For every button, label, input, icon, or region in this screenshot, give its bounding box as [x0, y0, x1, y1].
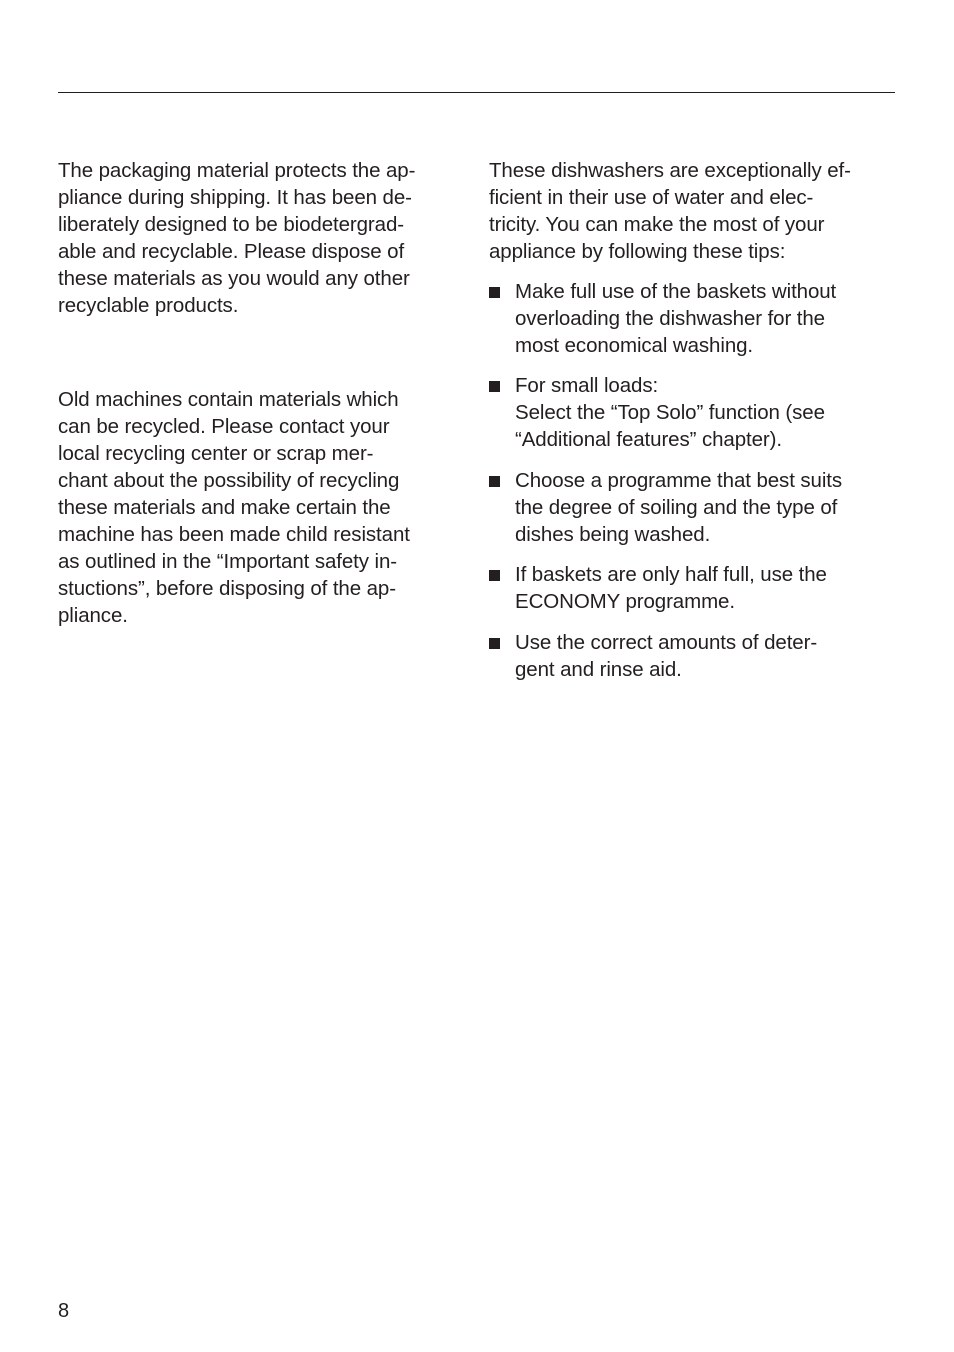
paragraph-line: Old machines contain materials which: [58, 388, 399, 411]
bullet-line: Use the correct amounts of deter-: [515, 631, 818, 654]
paragraph-line: pliance during shipping. It has been de-: [58, 186, 412, 209]
paragraph-line: these materials as you would any other: [58, 267, 410, 290]
paragraph-line: recyclable products.: [58, 294, 239, 317]
bullet-square-icon: [489, 476, 500, 487]
paragraph-line: can be recycled. Please contact your: [58, 415, 390, 438]
page-number: 8: [58, 1300, 70, 1322]
bullet-text: [515, 278, 836, 359]
header-rule: [58, 92, 895, 93]
bullet-text: [515, 372, 825, 453]
paragraph-line: able and recyclable. Please dispose of: [58, 240, 405, 263]
bullet-square-icon: [489, 381, 500, 392]
bullet-line: the degree of soiling and the type of: [515, 496, 838, 519]
bullet-line: Make full use of the baskets without: [515, 280, 837, 303]
bullet-line: overloading the dishwasher for the: [515, 307, 825, 330]
paragraph-line: stuctions”, before disposing of the ap-: [58, 577, 396, 600]
paragraph-line: machine has been made child resistant: [58, 523, 410, 546]
bullet-line: most economical washing.: [515, 334, 754, 357]
paragraph-line: pliance.: [58, 604, 128, 627]
paragraph-line: liberately designed to be biodetergrad-: [58, 213, 404, 236]
bullet-text: [515, 561, 827, 615]
bullet-square-icon: [489, 570, 500, 581]
paragraph-line: These dishwashers are exceptionally ef-: [489, 159, 851, 182]
paragraph-line: The packaging material protects the ap-: [58, 159, 416, 182]
bullet-line: For small loads:: [515, 374, 659, 397]
bullet-line: Choose a programme that best suits: [515, 469, 843, 492]
bullet-line: “Additional features” chapter).: [515, 428, 782, 451]
paragraph-line: these materials and make certain the: [58, 496, 391, 519]
bullet-square-icon: [489, 287, 500, 298]
bullet-text: [515, 467, 842, 548]
bullet-line: If baskets are only half full, use the: [515, 563, 827, 586]
bullet-line: ECONOMY programme.: [515, 590, 735, 613]
paragraph-line: chant about the possibility of recycling: [58, 469, 400, 492]
paragraph-line: local recycling center or scrap mer-: [58, 442, 374, 465]
bullet-line: Select the “Top Solo” function (see: [515, 401, 825, 424]
packaging-paragraph: [58, 157, 415, 319]
paragraph-line: ficient in their use of water and elec-: [489, 186, 814, 209]
paragraph-line: appliance by following these tips:: [489, 240, 786, 263]
intro-paragraph: [489, 157, 851, 265]
old-machines-paragraph: [58, 386, 410, 629]
paragraph-line: tricity. You can make the most of your: [489, 213, 825, 236]
paragraph-line: as outlined in the “Important safety in-: [58, 550, 397, 573]
bullet-line: gent and rinse aid.: [515, 658, 682, 681]
bullet-line: dishes being washed.: [515, 523, 711, 546]
bullet-text: [515, 629, 817, 683]
bullet-square-icon: [489, 638, 500, 649]
